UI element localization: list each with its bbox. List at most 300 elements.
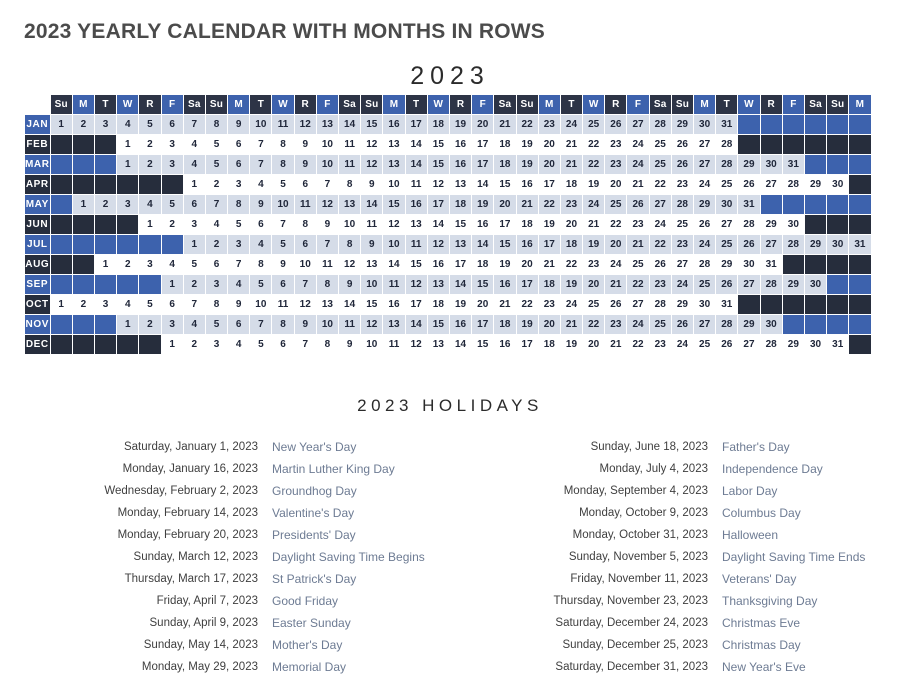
day-cell[interactable]: 22: [605, 215, 626, 234]
day-cell[interactable]: 29: [805, 175, 826, 194]
day-cell[interactable]: 22: [561, 255, 582, 274]
day-cell[interactable]: 6: [184, 195, 205, 214]
day-cell[interactable]: 1: [184, 175, 205, 194]
day-cell[interactable]: 28: [738, 215, 759, 234]
day-cell[interactable]: 17: [539, 235, 560, 254]
day-cell[interactable]: 19: [517, 155, 538, 174]
day-cell[interactable]: 14: [339, 115, 360, 134]
day-cell[interactable]: 13: [450, 235, 471, 254]
day-cell[interactable]: 1: [184, 235, 205, 254]
day-cell[interactable]: 5: [139, 295, 160, 314]
day-cell[interactable]: 28: [761, 275, 782, 294]
month-label-mar[interactable]: MAR: [25, 155, 50, 174]
day-cell[interactable]: 12: [361, 315, 382, 334]
day-cell[interactable]: 17: [517, 335, 538, 354]
day-cell[interactable]: 9: [250, 195, 271, 214]
day-cell[interactable]: 18: [494, 135, 515, 154]
day-cell[interactable]: 10: [317, 155, 338, 174]
day-cell[interactable]: 29: [672, 295, 693, 314]
day-cell[interactable]: 10: [339, 215, 360, 234]
day-cell[interactable]: 26: [716, 275, 737, 294]
day-cell[interactable]: 22: [627, 335, 648, 354]
day-cell[interactable]: 21: [517, 195, 538, 214]
day-cell[interactable]: 30: [805, 335, 826, 354]
day-cell[interactable]: 8: [206, 115, 227, 134]
day-cell[interactable]: 5: [228, 215, 249, 234]
day-cell[interactable]: 22: [583, 315, 604, 334]
day-cell[interactable]: 9: [361, 235, 382, 254]
day-cell[interactable]: 23: [539, 115, 560, 134]
day-cell[interactable]: 4: [117, 295, 138, 314]
day-cell[interactable]: 16: [494, 335, 515, 354]
day-cell[interactable]: 4: [228, 275, 249, 294]
day-cell[interactable]: 29: [672, 115, 693, 134]
day-cell[interactable]: 18: [539, 335, 560, 354]
day-cell[interactable]: 5: [206, 135, 227, 154]
day-cell[interactable]: 26: [672, 135, 693, 154]
day-cell[interactable]: 15: [428, 315, 449, 334]
day-cell[interactable]: 24: [561, 115, 582, 134]
day-cell[interactable]: 17: [428, 195, 449, 214]
day-cell[interactable]: 9: [228, 115, 249, 134]
day-cell[interactable]: 31: [738, 195, 759, 214]
day-cell[interactable]: 9: [361, 175, 382, 194]
month-label-sep[interactable]: SEP: [25, 275, 50, 294]
day-cell[interactable]: 19: [450, 115, 471, 134]
day-cell[interactable]: 6: [228, 155, 249, 174]
day-cell[interactable]: 24: [672, 275, 693, 294]
day-cell[interactable]: 30: [694, 115, 715, 134]
day-cell[interactable]: 9: [317, 215, 338, 234]
day-cell[interactable]: 16: [450, 155, 471, 174]
day-cell[interactable]: 9: [339, 335, 360, 354]
day-cell[interactable]: 17: [539, 175, 560, 194]
day-cell[interactable]: 26: [627, 195, 648, 214]
day-cell[interactable]: 23: [672, 235, 693, 254]
day-cell[interactable]: 3: [162, 155, 183, 174]
day-cell[interactable]: 16: [517, 175, 538, 194]
day-cell[interactable]: 2: [139, 135, 160, 154]
day-cell[interactable]: 13: [383, 135, 404, 154]
day-cell[interactable]: 13: [361, 255, 382, 274]
day-cell[interactable]: 21: [583, 215, 604, 234]
day-cell[interactable]: 21: [627, 235, 648, 254]
day-cell[interactable]: 19: [583, 235, 604, 254]
day-cell[interactable]: 12: [361, 155, 382, 174]
day-cell[interactable]: 15: [494, 175, 515, 194]
day-cell[interactable]: 6: [295, 175, 316, 194]
day-cell[interactable]: 12: [339, 255, 360, 274]
day-cell[interactable]: 29: [716, 255, 737, 274]
month-label-dec[interactable]: DEC: [25, 335, 50, 354]
day-cell[interactable]: 2: [184, 335, 205, 354]
day-cell[interactable]: 14: [383, 255, 404, 274]
day-cell[interactable]: 10: [361, 275, 382, 294]
day-cell[interactable]: 27: [694, 135, 715, 154]
day-cell[interactable]: 25: [583, 115, 604, 134]
day-cell[interactable]: 11: [339, 315, 360, 334]
day-cell[interactable]: 19: [472, 195, 493, 214]
day-cell[interactable]: 29: [738, 155, 759, 174]
day-cell[interactable]: 9: [295, 135, 316, 154]
day-cell[interactable]: 31: [716, 295, 737, 314]
day-cell[interactable]: 24: [627, 135, 648, 154]
day-cell[interactable]: 14: [472, 235, 493, 254]
day-cell[interactable]: 13: [339, 195, 360, 214]
day-cell[interactable]: 25: [605, 195, 626, 214]
month-label-apr[interactable]: APR: [25, 175, 50, 194]
day-cell[interactable]: 5: [250, 335, 271, 354]
day-cell[interactable]: 24: [583, 195, 604, 214]
day-cell[interactable]: 5: [206, 155, 227, 174]
day-cell[interactable]: 28: [716, 155, 737, 174]
day-cell[interactable]: 24: [627, 155, 648, 174]
day-cell[interactable]: 1: [162, 335, 183, 354]
day-cell[interactable]: 11: [339, 135, 360, 154]
day-cell[interactable]: 12: [383, 215, 404, 234]
day-cell[interactable]: 4: [139, 195, 160, 214]
day-cell[interactable]: 14: [472, 175, 493, 194]
day-cell[interactable]: 10: [250, 295, 271, 314]
day-cell[interactable]: 25: [650, 155, 671, 174]
day-cell[interactable]: 10: [250, 115, 271, 134]
day-cell[interactable]: 20: [561, 215, 582, 234]
day-cell[interactable]: 20: [605, 235, 626, 254]
day-cell[interactable]: 21: [561, 135, 582, 154]
day-cell[interactable]: 25: [650, 135, 671, 154]
day-cell[interactable]: 10: [383, 175, 404, 194]
day-cell[interactable]: 17: [472, 155, 493, 174]
day-cell[interactable]: 1: [117, 155, 138, 174]
day-cell[interactable]: 8: [272, 135, 293, 154]
day-cell[interactable]: 25: [716, 235, 737, 254]
day-cell[interactable]: 1: [117, 315, 138, 334]
day-cell[interactable]: 3: [95, 115, 116, 134]
day-cell[interactable]: 11: [317, 255, 338, 274]
day-cell[interactable]: 22: [583, 135, 604, 154]
day-cell[interactable]: 19: [494, 255, 515, 274]
day-cell[interactable]: 8: [295, 215, 316, 234]
day-cell[interactable]: 17: [517, 275, 538, 294]
day-cell[interactable]: 25: [716, 175, 737, 194]
day-cell[interactable]: 8: [250, 255, 271, 274]
day-cell[interactable]: 22: [627, 275, 648, 294]
day-cell[interactable]: 11: [272, 295, 293, 314]
day-cell[interactable]: 7: [206, 195, 227, 214]
day-cell[interactable]: 6: [162, 295, 183, 314]
day-cell[interactable]: 30: [738, 255, 759, 274]
day-cell[interactable]: 13: [383, 155, 404, 174]
day-cell[interactable]: 27: [672, 255, 693, 274]
day-cell[interactable]: 21: [539, 255, 560, 274]
day-cell[interactable]: 1: [95, 255, 116, 274]
day-cell[interactable]: 17: [472, 135, 493, 154]
day-cell[interactable]: 1: [139, 215, 160, 234]
day-cell[interactable]: 4: [184, 135, 205, 154]
day-cell[interactable]: 21: [561, 155, 582, 174]
day-cell[interactable]: 31: [783, 155, 804, 174]
day-cell[interactable]: 25: [627, 255, 648, 274]
day-cell[interactable]: 25: [694, 335, 715, 354]
day-cell[interactable]: 8: [339, 175, 360, 194]
day-cell[interactable]: 2: [139, 315, 160, 334]
day-cell[interactable]: 19: [561, 335, 582, 354]
day-cell[interactable]: 16: [383, 115, 404, 134]
day-cell[interactable]: 25: [583, 295, 604, 314]
day-cell[interactable]: 5: [206, 315, 227, 334]
day-cell[interactable]: 11: [339, 155, 360, 174]
day-cell[interactable]: 23: [605, 155, 626, 174]
day-cell[interactable]: 6: [228, 135, 249, 154]
day-cell[interactable]: 2: [184, 275, 205, 294]
day-cell[interactable]: 19: [539, 215, 560, 234]
day-cell[interactable]: 24: [650, 215, 671, 234]
day-cell[interactable]: 4: [206, 215, 227, 234]
day-cell[interactable]: 3: [206, 335, 227, 354]
day-cell[interactable]: 28: [650, 295, 671, 314]
day-cell[interactable]: 31: [716, 115, 737, 134]
day-cell[interactable]: 12: [295, 115, 316, 134]
day-cell[interactable]: 7: [250, 135, 271, 154]
day-cell[interactable]: 15: [472, 275, 493, 294]
day-cell[interactable]: 6: [295, 235, 316, 254]
day-cell[interactable]: 8: [317, 335, 338, 354]
day-cell[interactable]: 18: [494, 315, 515, 334]
day-cell[interactable]: 26: [694, 215, 715, 234]
day-cell[interactable]: 27: [761, 235, 782, 254]
day-cell[interactable]: 30: [761, 315, 782, 334]
day-cell[interactable]: 14: [450, 335, 471, 354]
day-cell[interactable]: 16: [406, 195, 427, 214]
day-cell[interactable]: 6: [250, 215, 271, 234]
day-cell[interactable]: 19: [450, 295, 471, 314]
day-cell[interactable]: 24: [672, 335, 693, 354]
day-cell[interactable]: 9: [272, 255, 293, 274]
day-cell[interactable]: 23: [605, 315, 626, 334]
day-cell[interactable]: 13: [428, 335, 449, 354]
day-cell[interactable]: 1: [162, 275, 183, 294]
day-cell[interactable]: 16: [383, 295, 404, 314]
day-cell[interactable]: 29: [783, 335, 804, 354]
day-cell[interactable]: 5: [162, 195, 183, 214]
day-cell[interactable]: 13: [406, 215, 427, 234]
day-cell[interactable]: 5: [272, 235, 293, 254]
day-cell[interactable]: 19: [583, 175, 604, 194]
day-cell[interactable]: 11: [361, 215, 382, 234]
day-cell[interactable]: 16: [450, 135, 471, 154]
day-cell[interactable]: 10: [317, 315, 338, 334]
day-cell[interactable]: 26: [605, 295, 626, 314]
day-cell[interactable]: 24: [627, 315, 648, 334]
day-cell[interactable]: 16: [494, 275, 515, 294]
day-cell[interactable]: 16: [428, 255, 449, 274]
day-cell[interactable]: 7: [184, 295, 205, 314]
day-cell[interactable]: 16: [472, 215, 493, 234]
day-cell[interactable]: 18: [539, 275, 560, 294]
day-cell[interactable]: 2: [73, 115, 94, 134]
day-cell[interactable]: 26: [605, 115, 626, 134]
day-cell[interactable]: 3: [228, 175, 249, 194]
day-cell[interactable]: 11: [295, 195, 316, 214]
day-cell[interactable]: 21: [494, 295, 515, 314]
day-cell[interactable]: 18: [428, 295, 449, 314]
day-cell[interactable]: 17: [450, 255, 471, 274]
day-cell[interactable]: 27: [716, 215, 737, 234]
day-cell[interactable]: 10: [317, 135, 338, 154]
day-cell[interactable]: 20: [539, 155, 560, 174]
day-cell[interactable]: 12: [361, 135, 382, 154]
day-cell[interactable]: 27: [650, 195, 671, 214]
day-cell[interactable]: 12: [295, 295, 316, 314]
day-cell[interactable]: 4: [250, 235, 271, 254]
day-cell[interactable]: 25: [650, 315, 671, 334]
day-cell[interactable]: 7: [295, 335, 316, 354]
day-cell[interactable]: 3: [117, 195, 138, 214]
month-label-jul[interactable]: JUL: [25, 235, 50, 254]
day-cell[interactable]: 9: [228, 295, 249, 314]
day-cell[interactable]: 24: [694, 175, 715, 194]
day-cell[interactable]: 2: [73, 295, 94, 314]
day-cell[interactable]: 28: [761, 335, 782, 354]
day-cell[interactable]: 12: [428, 235, 449, 254]
day-cell[interactable]: 7: [272, 215, 293, 234]
day-cell[interactable]: 12: [428, 175, 449, 194]
day-cell[interactable]: 10: [272, 195, 293, 214]
day-cell[interactable]: 20: [517, 255, 538, 274]
day-cell[interactable]: 23: [583, 255, 604, 274]
day-cell[interactable]: 3: [139, 255, 160, 274]
day-cell[interactable]: 31: [761, 255, 782, 274]
day-cell[interactable]: 5: [250, 275, 271, 294]
day-cell[interactable]: 27: [627, 295, 648, 314]
day-cell[interactable]: 28: [783, 175, 804, 194]
day-cell[interactable]: 12: [406, 335, 427, 354]
day-cell[interactable]: 29: [694, 195, 715, 214]
day-cell[interactable]: 20: [583, 275, 604, 294]
day-cell[interactable]: 21: [494, 115, 515, 134]
day-cell[interactable]: 15: [450, 215, 471, 234]
day-cell[interactable]: 10: [361, 335, 382, 354]
month-label-nov[interactable]: NOV: [25, 315, 50, 334]
day-cell[interactable]: 22: [650, 175, 671, 194]
day-cell[interactable]: 27: [694, 315, 715, 334]
day-cell[interactable]: 16: [450, 315, 471, 334]
day-cell[interactable]: 27: [761, 175, 782, 194]
day-cell[interactable]: 1: [51, 295, 72, 314]
day-cell[interactable]: 1: [117, 135, 138, 154]
day-cell[interactable]: 7: [184, 115, 205, 134]
day-cell[interactable]: 8: [339, 235, 360, 254]
day-cell[interactable]: 11: [272, 115, 293, 134]
day-cell[interactable]: 18: [494, 155, 515, 174]
day-cell[interactable]: 7: [295, 275, 316, 294]
day-cell[interactable]: 2: [117, 255, 138, 274]
day-cell[interactable]: 18: [472, 255, 493, 274]
day-cell[interactable]: 31: [827, 335, 848, 354]
day-cell[interactable]: 13: [317, 115, 338, 134]
day-cell[interactable]: 20: [472, 295, 493, 314]
day-cell[interactable]: 8: [272, 315, 293, 334]
day-cell[interactable]: 27: [738, 335, 759, 354]
day-cell[interactable]: 22: [517, 295, 538, 314]
day-cell[interactable]: 2: [139, 155, 160, 174]
day-cell[interactable]: 30: [805, 275, 826, 294]
day-cell[interactable]: 4: [184, 315, 205, 334]
day-cell[interactable]: 19: [517, 135, 538, 154]
day-cell[interactable]: 14: [428, 215, 449, 234]
day-cell[interactable]: 18: [561, 175, 582, 194]
day-cell[interactable]: 14: [406, 155, 427, 174]
day-cell[interactable]: 15: [383, 195, 404, 214]
day-cell[interactable]: 19: [517, 315, 538, 334]
day-cell[interactable]: 9: [295, 155, 316, 174]
day-cell[interactable]: 15: [428, 135, 449, 154]
day-cell[interactable]: 17: [494, 215, 515, 234]
day-cell[interactable]: 23: [672, 175, 693, 194]
day-cell[interactable]: 22: [539, 195, 560, 214]
day-cell[interactable]: 3: [228, 235, 249, 254]
day-cell[interactable]: 4: [184, 155, 205, 174]
day-cell[interactable]: 29: [761, 215, 782, 234]
day-cell[interactable]: 15: [361, 115, 382, 134]
day-cell[interactable]: 19: [561, 275, 582, 294]
day-cell[interactable]: 6: [228, 315, 249, 334]
day-cell[interactable]: 26: [738, 235, 759, 254]
day-cell[interactable]: 20: [472, 115, 493, 134]
day-cell[interactable]: 28: [783, 235, 804, 254]
day-cell[interactable]: 13: [450, 175, 471, 194]
day-cell[interactable]: 23: [650, 335, 671, 354]
month-label-aug[interactable]: AUG: [25, 255, 50, 274]
day-cell[interactable]: 14: [406, 315, 427, 334]
day-cell[interactable]: 8: [228, 195, 249, 214]
day-cell[interactable]: 30: [827, 175, 848, 194]
day-cell[interactable]: 11: [406, 235, 427, 254]
day-cell[interactable]: 1: [73, 195, 94, 214]
day-cell[interactable]: 2: [162, 215, 183, 234]
day-cell[interactable]: 28: [716, 315, 737, 334]
day-cell[interactable]: 17: [406, 295, 427, 314]
day-cell[interactable]: 8: [206, 295, 227, 314]
day-cell[interactable]: 29: [805, 235, 826, 254]
day-cell[interactable]: 27: [694, 155, 715, 174]
day-cell[interactable]: 2: [95, 195, 116, 214]
day-cell[interactable]: 26: [738, 175, 759, 194]
day-cell[interactable]: 21: [561, 315, 582, 334]
day-cell[interactable]: 27: [627, 115, 648, 134]
day-cell[interactable]: 3: [206, 275, 227, 294]
day-cell[interactable]: 21: [627, 175, 648, 194]
day-cell[interactable]: 15: [472, 335, 493, 354]
month-label-oct[interactable]: OCT: [25, 295, 50, 314]
day-cell[interactable]: 13: [317, 295, 338, 314]
day-cell[interactable]: 3: [162, 135, 183, 154]
day-cell[interactable]: 11: [383, 335, 404, 354]
day-cell[interactable]: 18: [561, 235, 582, 254]
day-cell[interactable]: 22: [517, 115, 538, 134]
day-cell[interactable]: 3: [162, 315, 183, 334]
day-cell[interactable]: 26: [672, 315, 693, 334]
day-cell[interactable]: 11: [383, 275, 404, 294]
day-cell[interactable]: 9: [295, 315, 316, 334]
day-cell[interactable]: 28: [694, 255, 715, 274]
day-cell[interactable]: 23: [627, 215, 648, 234]
day-cell[interactable]: 26: [650, 255, 671, 274]
day-cell[interactable]: 10: [295, 255, 316, 274]
day-cell[interactable]: 20: [539, 135, 560, 154]
day-cell[interactable]: 8: [317, 275, 338, 294]
month-label-jun[interactable]: JUN: [25, 215, 50, 234]
